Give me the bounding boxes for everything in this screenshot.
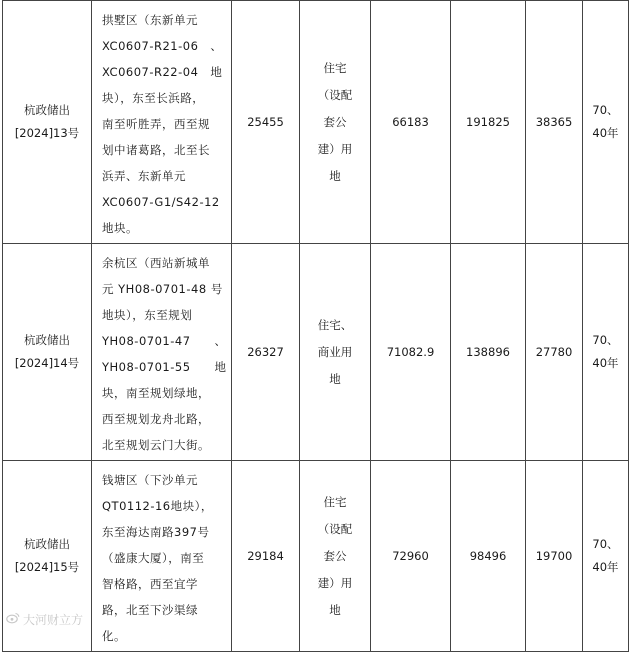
land-use-line: 商业用 bbox=[317, 344, 353, 359]
parcel-id-line: 杭政储出 bbox=[24, 103, 70, 117]
location-line: 浜弄、东新单元 bbox=[102, 169, 186, 183]
value-cell-3: 19700 bbox=[526, 461, 583, 652]
value-cell-2: 191825 bbox=[451, 1, 526, 244]
land-use-line: 建）用 bbox=[317, 141, 353, 156]
land-use-cell bbox=[300, 244, 371, 461]
location-cell bbox=[92, 1, 232, 244]
land-use-line: 地 bbox=[329, 602, 341, 617]
parcel-id-line: 杭政储出 bbox=[24, 333, 70, 347]
value-cell-2: 138896 bbox=[451, 244, 526, 461]
location-line: 元 YH08-0701-48 号 bbox=[102, 282, 223, 296]
land-use-line: 住宅 bbox=[323, 60, 347, 75]
location-line: 化。 bbox=[102, 629, 126, 643]
location-line: 智格路，西至宜学 bbox=[102, 577, 198, 591]
watermark-text: 大河财立方 bbox=[23, 613, 84, 627]
term-years-line: 70、 bbox=[592, 537, 619, 551]
value-cell-2: 98496 bbox=[451, 461, 526, 652]
location-line: 钱塘区（下沙单元 bbox=[102, 473, 198, 487]
term-years-line: 40年 bbox=[592, 126, 619, 140]
land-parcel-table bbox=[2, 0, 629, 652]
area-cell: 26327 bbox=[232, 244, 300, 461]
location-line: 余杭区（西站新城单 bbox=[102, 256, 210, 270]
location-line: 地块），东至规划 bbox=[102, 308, 193, 322]
land-use-cell bbox=[300, 1, 371, 244]
land-use-line: 住宅、 bbox=[317, 317, 353, 332]
term-years-line: 70、 bbox=[592, 103, 619, 117]
parcel-id-cell bbox=[3, 1, 92, 244]
location-line: XC0607-R22-04 地 bbox=[102, 65, 223, 79]
value-cell-1: 72960 bbox=[371, 461, 451, 652]
term-years-line: 40年 bbox=[592, 356, 619, 370]
location-cell bbox=[92, 461, 232, 652]
land-use-line: （设配 bbox=[317, 87, 353, 102]
land-use-line: 套公 bbox=[323, 548, 347, 563]
table-row bbox=[3, 1, 629, 244]
location-line: QT0112-16地块）， bbox=[102, 499, 213, 513]
location-line: 南至听胜弄，西至规 bbox=[102, 117, 210, 131]
term-years-line: 70、 bbox=[592, 333, 619, 347]
land-use-cell bbox=[300, 461, 371, 652]
location-line: XC0607-R21-06 、 bbox=[102, 39, 223, 53]
value-cell-3: 27780 bbox=[526, 244, 583, 461]
location-line: （盛康大厦），南至 bbox=[102, 551, 205, 565]
value-cell-1: 66183 bbox=[371, 1, 451, 244]
location-line: 东至海达南路397号 bbox=[102, 525, 210, 539]
location-line: 划中诸葛路，北至长 bbox=[102, 143, 210, 157]
value-cell-1: 71082.9 bbox=[371, 244, 451, 461]
value-cell-3: 38365 bbox=[526, 1, 583, 244]
term-years-cell bbox=[583, 461, 629, 652]
land-use-line: 建）用 bbox=[317, 575, 353, 590]
land-use-line: 地 bbox=[329, 168, 341, 183]
location-line: YH08-0701-55 地 bbox=[102, 360, 227, 374]
parcel-id-line: [2024]14号 bbox=[14, 356, 80, 370]
land-use-line: 地 bbox=[329, 371, 341, 386]
location-line: 北至规划云门大街。 bbox=[102, 438, 210, 452]
table-row bbox=[3, 461, 629, 652]
term-years-cell bbox=[583, 1, 629, 244]
weibo-icon bbox=[6, 612, 20, 627]
land-use-line: 套公 bbox=[323, 114, 347, 129]
watermark bbox=[6, 611, 83, 628]
location-line: 西至规划龙舟北路， bbox=[102, 412, 210, 426]
location-line: 块），东至长浜路， bbox=[102, 91, 205, 105]
parcel-id-line: 杭政储出 bbox=[24, 537, 70, 551]
area-cell: 25455 bbox=[232, 1, 300, 244]
term-years-cell bbox=[583, 244, 629, 461]
location-line: 地块。 bbox=[102, 221, 138, 235]
area-cell: 29184 bbox=[232, 461, 300, 652]
table-row bbox=[3, 244, 629, 461]
location-line: 块，南至规划绿地， bbox=[102, 386, 210, 400]
location-cell bbox=[92, 244, 232, 461]
land-use-line: 住宅 bbox=[323, 494, 347, 509]
parcel-id-cell bbox=[3, 244, 92, 461]
location-line: 路，北至下沙渠绿 bbox=[102, 603, 198, 617]
location-line: 拱墅区（东新单元 bbox=[102, 13, 198, 27]
location-line: YH08-0701-47 、 bbox=[102, 334, 227, 348]
parcel-id-line: [2024]15号 bbox=[14, 560, 80, 574]
parcel-id-line: [2024]13号 bbox=[14, 126, 80, 140]
location-line: XC0607-G1/S42-12 bbox=[102, 195, 220, 209]
term-years-line: 40年 bbox=[592, 560, 619, 574]
land-use-line: （设配 bbox=[317, 521, 353, 536]
